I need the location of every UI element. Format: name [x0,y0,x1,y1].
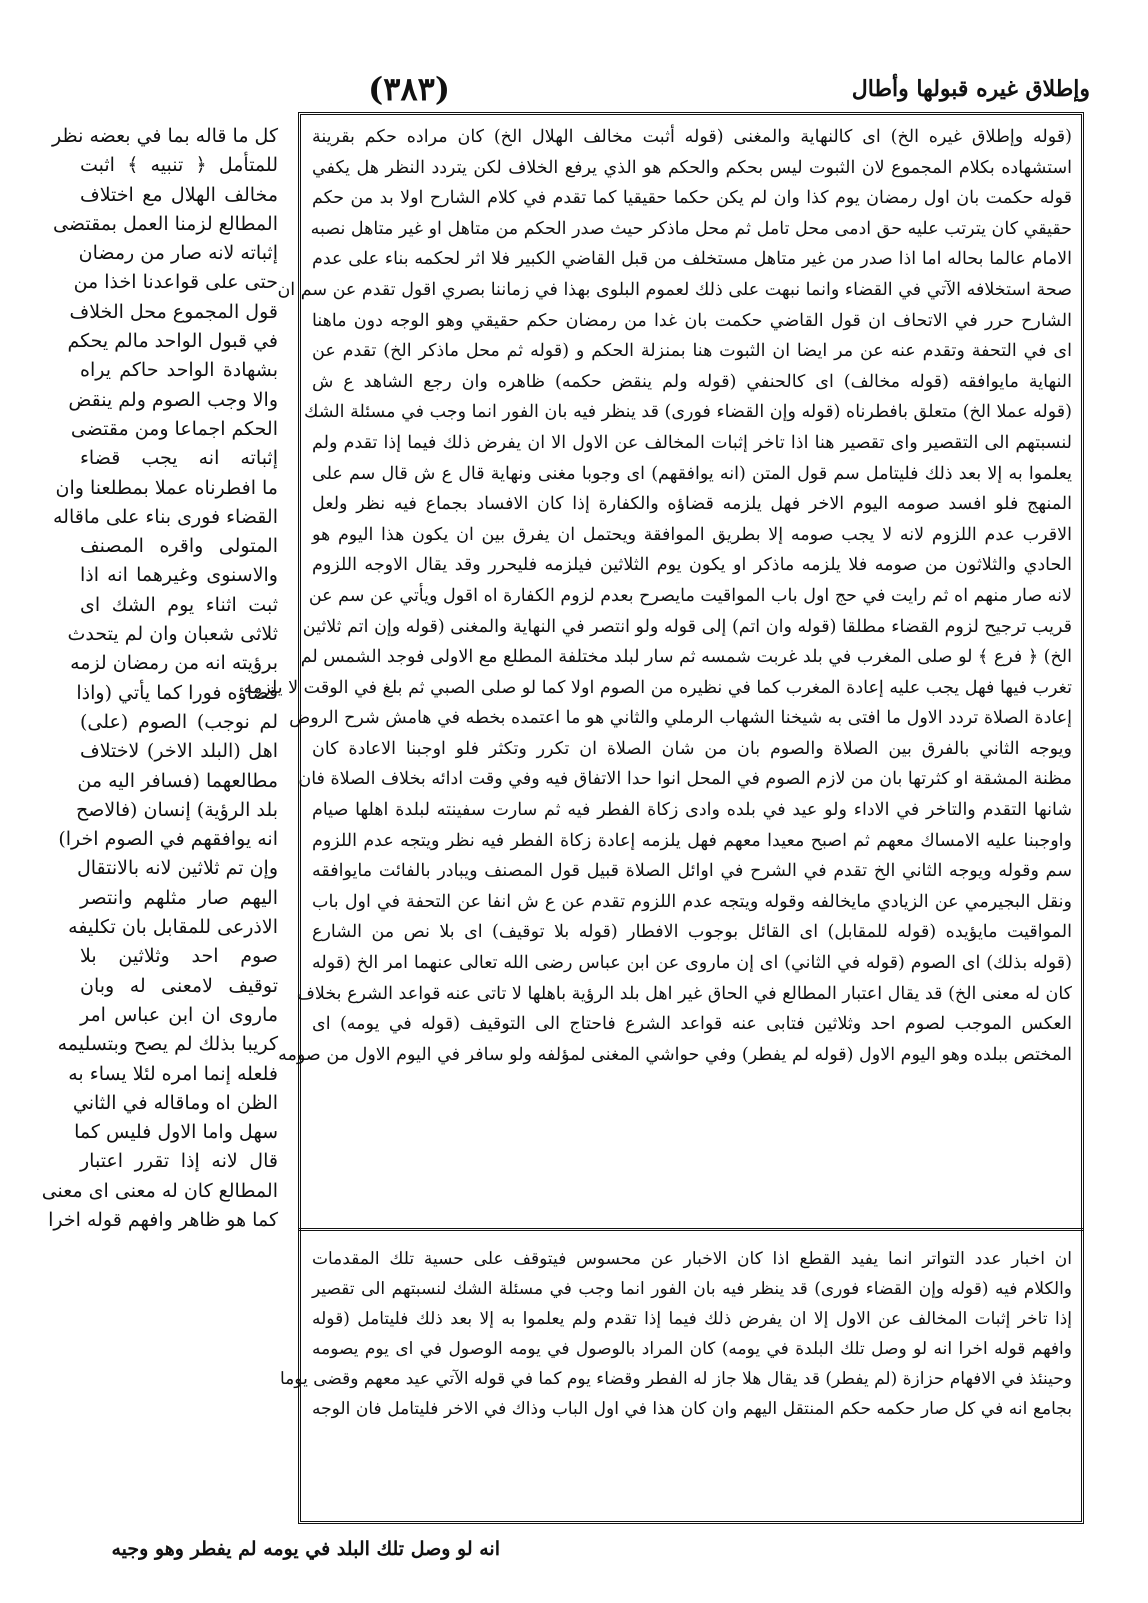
margin-line: كل ما قاله بما في بعضه نظر [52,125,278,147]
margin-line: قال لانه إذا تقرر اعتبار [80,1150,278,1173]
margin-line: الحكم اجماعا ومن مقتضى [70,417,278,440]
page-number: (٣٨٣) [368,70,450,108]
main-line: يعلموا به إلا بعد ذلك فليتامل سم قول المتن (انه يوافقهم) اى وجوبا مغنى ونهاية قال ع ش قال سم على [312,463,1072,484]
margin-line: والا وجب الصوم ولم ينقض [68,388,278,411]
margin-line: ثبت اثناء يوم الشك اى [80,593,278,616]
running-title: وإطلاق غيره قبولها وأطال [851,76,1090,102]
section-divider [298,1228,1084,1231]
main-line: إعادة الصلاة تردد الاول ما افتى به شيخنا الشهاب الرملي والثاني هو ما اعتمده بخطه في هامش شرح الروض [289,708,1072,729]
main-line: اى في التحفة وتقدم عنه عن مر ايضا ان الثبوت هنا بمنزلة الحكم و (قوله ثم محل ماذكر الخ) تقدم عن [312,341,1072,362]
main-line: الامام عالما بحاله اما اذا صدر من غير متاهل مستخلف من قبل القاضي الكبير فلا اثر لحكمه بناء على عدم [312,249,1072,270]
margin-line: قضاؤه فورا كما يأتي (واذا [76,681,278,704]
margin-line: للمتأمل ﴿ تنبيه ﴾ اثبت [80,154,278,177]
main-commentary [243,122,1072,1220]
main-line: المواقيت مايؤيده (قوله للمقابل) اى القائل بوجوب الافطار (قوله بلا توقيف) اى بلا نص من الشارع [312,922,1072,943]
margin-line: الاذرعى للمقابل بان تكليفه [68,916,278,939]
main-line: الخ) ﴿ فرع ﴾ لو صلى المغرب في بلد غربت شمسه ثم سار لبلد مختلفة المطلع مع الاولى فوجد الشمس لم [300,647,1072,668]
margin-line: ما افطرناه عملا بمطلعنا وان [55,476,278,499]
margin-line: اليهم صار مثلهم وانتصر [80,886,278,909]
margin-line: فلعله إنما امره لئلا يساء به [68,1062,278,1085]
margin-line: سهل واما الاول فليس كما [74,1121,278,1144]
margin-line: المطالع لزمنا العمل بمقتضى [53,212,278,235]
main-line: قوله حكمت بان اول رمضان يوم كذا وان لم يكن حكما حقيقيا كما تقدم في كلام الشارح اولا بد من حكم [312,188,1072,209]
margin-line: حتى على قواعدنا اخذا من [73,271,278,294]
margin-line: صوم احد وثلاثين بلا [80,945,278,968]
main-line: ويوجه الثاني بالفرق بين الصلاة والصوم بان من شان الصلاة ان تكرر وتكثر فلو اوجبنا الاعادة كان [312,738,1072,759]
margin-line: بشهادة الواحد حاكم يراه [80,359,278,382]
main-line: تغرب فيها فهل يجب عليه إعادة المغرب كما في نظيره من الصوم اولا كما لو صلى الصبي ثم بلغ في الوقت لا يلزمه [243,677,1072,698]
margin-line: اهل (البلد الاخر) لاختلاف [80,740,278,763]
lower-line: والكلام فيه (قوله وإن القضاء فورى) قد ينظر فيه بان الفور انما وجب في مسئلة الشك لنسبتهم الى تقصير [312,1279,1072,1299]
margin-commentary [41,122,278,1532]
margin-line: كريبا بذلك لم يصح وبتسليمه [57,1033,278,1056]
margin-line: إثباته لانه صار من رمضان [78,242,278,265]
main-line: قريب ترجيح لزوم القضاء مطلقا (قوله وان اتم) إلى قوله ولو انتصر في النهاية والمغنى (قوله وإن اتم ثلاثين [302,616,1072,637]
main-line: واوجبنا عليه الامساك معهم ثم اصبح معيدا معهم فهل يلزمه إعادة زكاة الفطر فيه نظر ويتجه عدم اللزوم [312,830,1072,851]
margin-line: والاسنوى وغيرهما انه اذا [80,564,278,587]
lower-line: ان اخبار عدد التواتر انما يفيد القطع اذا كان الاخبار عن محسوس فيتوقف على حسية تلك المقدمات [312,1249,1072,1269]
main-line: شانها التقدم والتاخر في الاداء ولو عيد في بلده وادى زكاة الفطر فيه ثم سارت سفينته لبلدة اهلها صيام [312,800,1072,821]
margin-line: بلد الرؤية) إنسان (فالاصح [75,798,278,821]
main-line: لنسبتهم الى التقصير واى تقصير هنا اذا تاخر إثبات المخالف عن الاول الا ان يفرض ذلك فيما إذا تقدم ولم [312,432,1072,453]
main-line: النهاية مايوافقه (قوله مخالف) اى كالحنفي (قوله ولم ينقض حكمه) ظاهره وان رجع الشاهد ع ش [312,371,1072,392]
main-line: (قوله وإطلاق غيره الخ) اى كالنهاية والمغنى (قوله أثبت مخالف الهلال الخ) كان مراده حكم بقرينة [312,127,1072,147]
margin-line: لم نوجب) الصوم (على) [80,710,278,733]
main-line: حقيقي كان يترتب عليه حق ادمى محل تامل ثم محل ماذكر حيث صدر الحكم من متاهل او غير متاهل نصبه [310,218,1072,239]
margin-line: توقيف لامعنى له وبان [80,974,278,997]
margin-line: انه يوافقهم في الصوم اخرا) [58,828,278,851]
margin-line: وإن تم ثلاثين لانه بالانتقال [76,857,278,880]
main-line: لانه صار منهم اه ثم رايت في حج اول باب المواقيت مايصرح بعدم لزوم الكفارة اه اقول ويأتي عن سم عن [308,585,1072,606]
main-line: (قوله بذلك) اى الصوم (قوله في الثاني) اى إن ماروى عن ابن عباس رضى الله تعالى عنهما امر الخ (قوله [312,953,1072,974]
main-line: (قوله عملا الخ) متعلق بافطرناه (قوله وإن القضاء فورى) قد ينظر فيه بان الفور انما وجب في مسئلة الشك [303,402,1072,423]
main-line: صحة استخلافه الآتي في القضاء وانما نبهت على ذلك لعموم البلوى بهذا في زماننا بصري اقول تقدم عن سم ان [277,279,1072,300]
lower-line: بجامع انه في كل صار حكمه حكم المنتقل اليهم وان كان هذا في اول الباب وذاك في الاخر فليتامل فان الوجه [312,1399,1072,1419]
main-line: الاقرب عدم اللزوم لانه لا يجب صومه إلا بطريق الموافقة ويحتمل ان يفرق بين ان يكون هذا اليوم هو [312,524,1072,545]
margin-line: مخالف الهلال مع اختلاف [80,183,278,206]
margin-line: المطالع كان له معنى اى معنى [41,1179,278,1202]
margin-line: الظن اه وماقاله في الثاني [72,1091,278,1114]
catchword: انه لو وصل تلك البلد في يومه لم يفطر وهو وجيه [111,1538,500,1560]
page-header [80,68,1090,118]
main-line: ونقل البجيرمي عن الزيادي مايخالفه وقوله ويتجه عدم اللزوم تقدم عن ع ش انفا عن التحفة في اول باب [312,891,1072,912]
margin-line: في قبول الواحد مالم يحكم [67,330,278,353]
margin-line: المتولى واقره المصنف [80,535,278,558]
lower-line: وافهم قوله اخرا انه لو وصل تلك البلدة في يومه) كان المراد بالوصول في يومه الوصول في اى يوم يصومه [312,1339,1072,1359]
main-line: كان له معنى الخ) قد يقال اعتبار المطالع في الحاق غير اهل بلد الرؤية باهلها لا تاتى عنه قواعد الشرع بخلاف [296,983,1072,1004]
lower-commentary [280,1244,1072,1514]
main-line: الحادي والثلاثون من صومه فلا يلزمه ماذكر او يكون يوم الثلاثين فيلزمه فليحرر وقد يقال الاوجه اللزوم [312,555,1072,576]
margin-line: القضاء فورى بناء على ماقاله [52,505,278,528]
margin-line: إثباته انه يجب قضاء [80,447,278,470]
margin-line: ثلاثى شعبان وان لم يتحدث [67,623,278,646]
main-line: الشارح حرر في الاتحاف ان قول القاضي حكمت بان غدا من رمضان حكم حقيقي وهو الوجه دون ماهنا [312,310,1072,331]
margin-line: كما هو ظاهر وافهم قوله اخرا [48,1208,278,1231]
margin-line: برؤيته انه من رمضان لزمه [70,652,278,675]
margin-line: قول المجموع محل الخلاف [69,300,278,323]
margin-line: مطالعهما (فسافر اليه من [77,769,278,792]
main-line: العكس الموجب لصوم احد وثلاثين فتابى عنه قواعد الشرع فاحتاج الى التوقيف (قوله في يومه) اى [312,1014,1072,1035]
main-line: المنهج فلو افسد صومه اليوم الاخر فهل يلزمه قضاؤه والكفارة إذا كان الافساد بجماع فيه نظر ولعل [312,494,1072,515]
lower-line: إذا تاخر إثبات المخالف عن الاول إلا ان يفرض ذلك فيما إذا تقدم ولم يعلموا به إلا بعد ذلك فليتامل (قوله [312,1309,1072,1329]
main-line: مظنة المشقة او كثرتها بان من لازم الصوم في المحل انوا حدا الاتفاق فيه وفي وقت ادائه بخلاف الصلاة فان [298,769,1072,790]
main-line: استشهاده بكلام المجموع لان الثبوت ليس بحكم والحكم هو الذي يرفع الخلاف لكن يتردد النظر هل يكفي [312,157,1072,178]
main-line: المختص ببلده وهو اليوم الاول (قوله لم يفطر) وفي حواشي المغنى لمؤلفه ولو سافر في اليوم الاول من صومه [278,1044,1072,1065]
main-line: سم وقوله ويوجه الثاني الخ تقدم في الشرح في اوائل الصلاة قبيل قول المصنف ويبادر بالفائت مايوافقه [312,861,1072,882]
margin-line: ماروى ان ابن عباس امر [80,1003,278,1026]
lower-line: وحينئذ في الافهام حزازة (لم يفطر) قد يقال هلا جاز له الفطر وقضاء يوم كما في قوله الآتي عيد معهم وقضى يوما [280,1369,1072,1389]
